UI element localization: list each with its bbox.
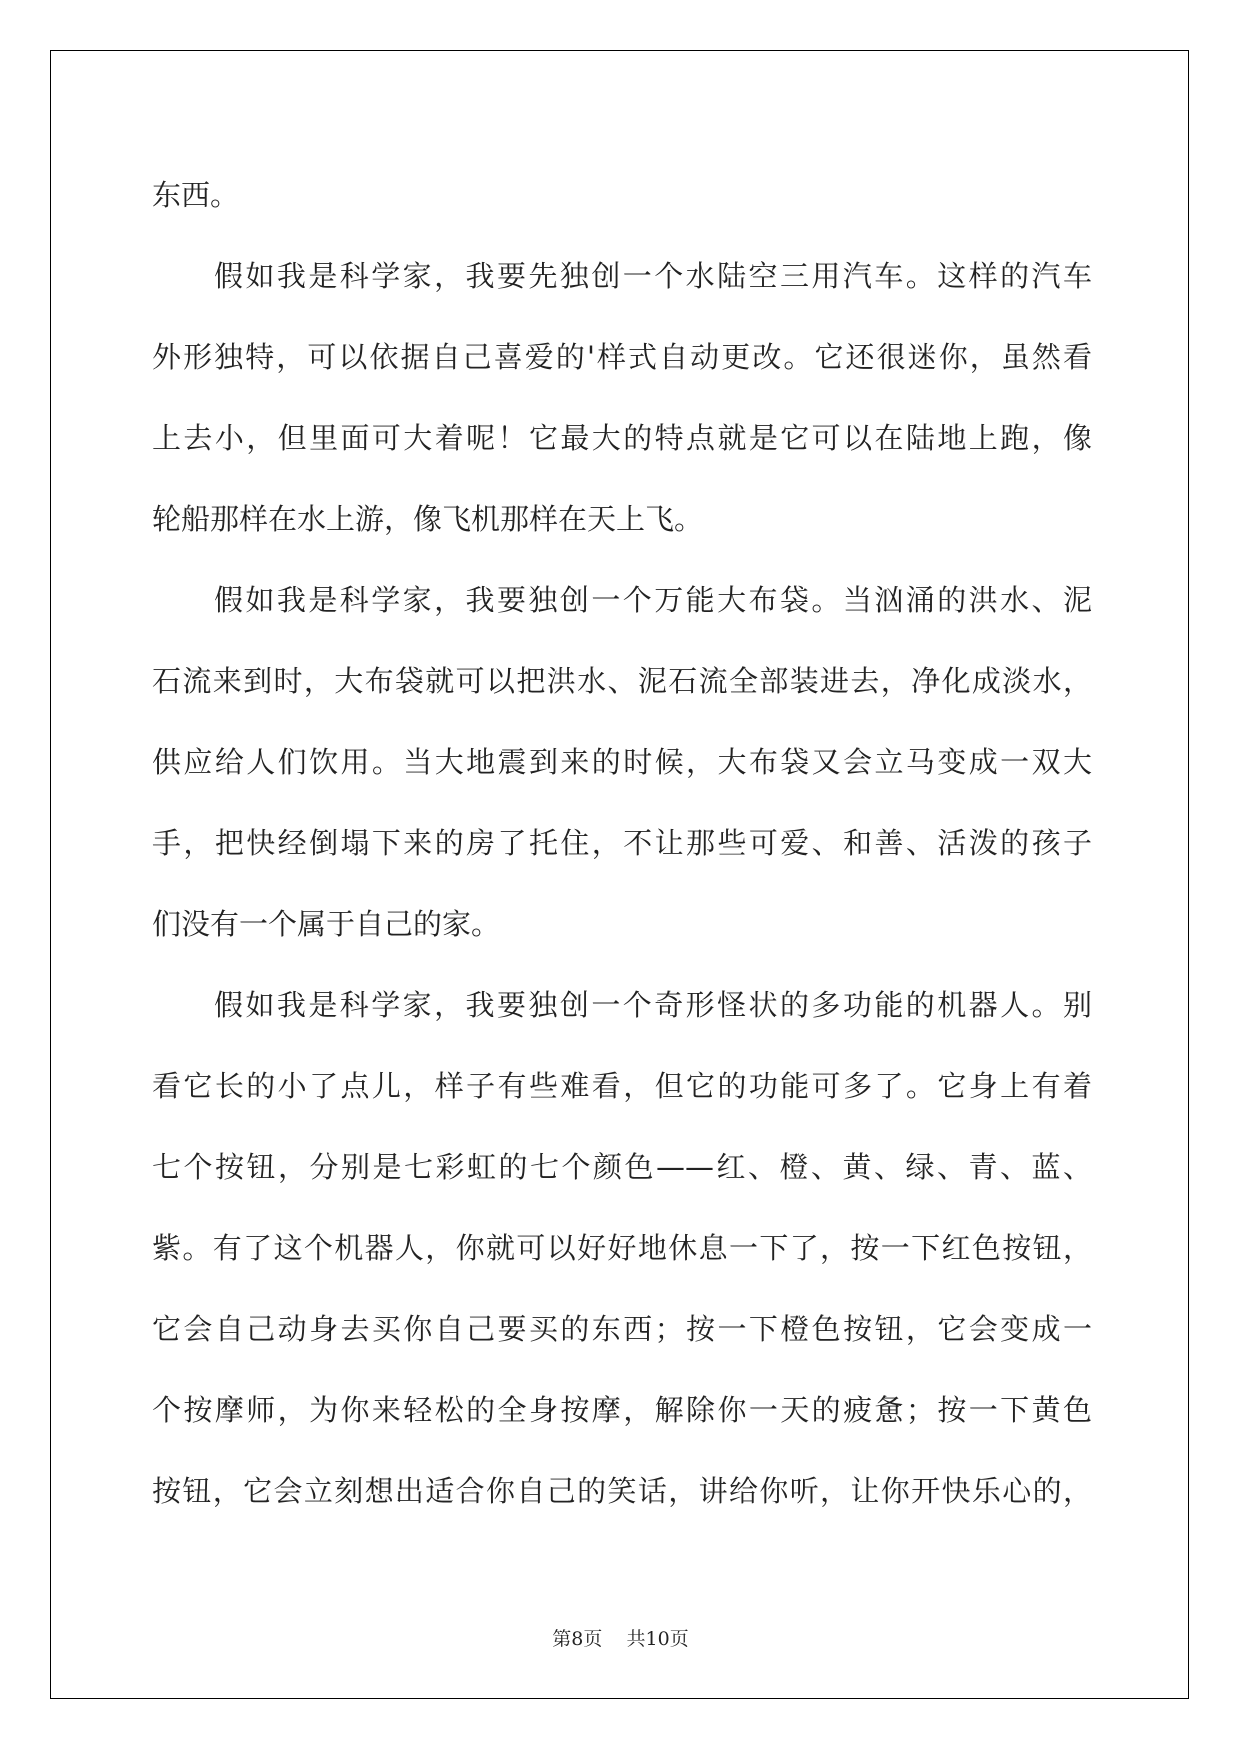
text-line: 们没有一个属于自己的家。: [152, 907, 501, 941]
text-line: 按钮，它会立刻想出适合你自己的笑话，讲给你听，让你开快乐心的，: [152, 1474, 1092, 1508]
text-line: 假如我是科学家，我要独创一个奇形怪状的多功能的机器人。别: [214, 988, 1092, 1022]
text-line: 紫。有了这个机器人，你就可以好好地休息一下了，按一下红色按钮，: [152, 1231, 1092, 1265]
text-line: 供应给人们饮用。当大地震到来的时候，大布袋又会立马变成一双大: [152, 745, 1092, 779]
text-line: 上去小，但里面可大着呢！它最大的特点就是它可以在陆地上跑，像: [152, 421, 1092, 455]
document-body: [152, 155, 1092, 1532]
text-line: 东西。: [152, 178, 240, 212]
text-line: 七个按钮，分别是七彩虹的七个颜色——红、橙、黄、绿、青、蓝、: [152, 1150, 1092, 1184]
text-line: 个按摩师，为你来轻松的全身按摩，解除你一天的疲惫；按一下黄色: [152, 1393, 1092, 1427]
page-footer: [0, 1624, 1241, 1651]
text-line: 它会自己动身去买你自己要买的东西；按一下橙色按钮，它会变成一: [152, 1312, 1092, 1346]
text-line: 手，把快经倒塌下来的房了托住，不让那些可爱、和善、活泼的孩子: [152, 826, 1092, 860]
text-line: 石流来到时，大布袋就可以把洪水、泥石流全部装进去，净化成淡水，: [152, 664, 1092, 698]
text-line: 轮船那样在水上游，像飞机那样在天上飞。: [152, 502, 704, 536]
text-line: 外形独特，可以依据自己喜爱的'样式自动更改。它还很迷你，虽然看: [152, 340, 1092, 374]
text-line: 看它长的小了点儿，样子有些难看，但它的功能可多了。它身上有着: [152, 1069, 1092, 1103]
text-line: 假如我是科学家，我要先独创一个水陆空三用汽车。这样的汽车: [214, 259, 1092, 293]
text-line: 假如我是科学家，我要独创一个万能大布袋。当汹涌的洪水、泥: [214, 583, 1092, 617]
page-number: 第8页: [552, 1628, 603, 1650]
page-total: 共10页: [626, 1628, 689, 1650]
